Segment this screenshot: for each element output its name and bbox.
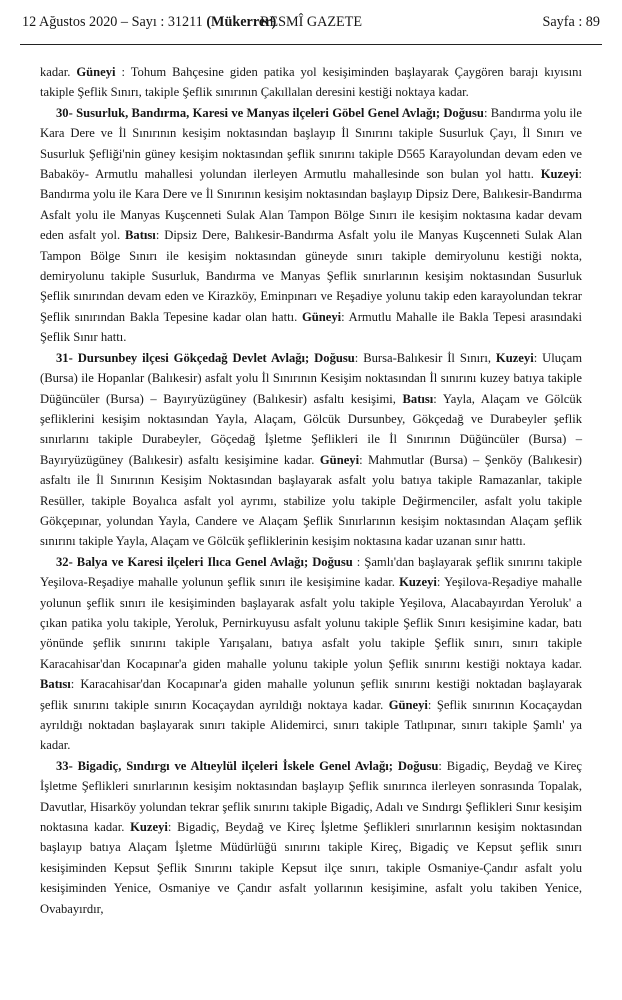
section-paragraph	[40, 552, 582, 756]
text-run: : Bigadiç, Beydağ ve Kireç İşletme Şeflikleri sınırlarının kesişim noktasından başlayıp batıya Alaçam İşletme Müdürlüğü sınırını takiple Kireç, Bigadiç ve Kepsut şeflik sınırı kesişiminden Kepsut Şeflik Sınırını takiple Kepsut ilçe sınırı, takiple Osmaniye-Çandır asfalt yolu kesişiminden Yenice, Osmaniye ve Çandır asfalt yollarının kesişimine, asfalt yolu takiben Yenice, Ovabayırdır,	[40, 820, 583, 916]
section-paragraph	[40, 103, 582, 348]
document-body	[40, 62, 582, 919]
text-run: : Şeflik sınırının Kocaçaydan ayrıldığı noktadan başlayarak sınırı takiple Alidemirci, sınırı takiple Tatlıpınar, sınırı takiple Şamlı' ya kadar.	[40, 697, 582, 753]
bold-run: Batısı	[40, 677, 71, 692]
bold-run: Kuzeyi	[495, 350, 534, 365]
text-run: : Tohum Bahçesine giden patika yol kesişiminden başlayarak Çaygören barajı kıyısını takiple Şeflik Sınırı, takiple Şeflik sınırının Çakıllalan deresini kestiği noktaya kadar.	[40, 65, 582, 100]
bold-run: Batısı	[402, 391, 434, 406]
section-paragraph	[40, 348, 582, 552]
text-run: : Bandırma yolu ile Kara Dere ve İl Sınırının kesişim noktasından başlayıp Dipsiz Dere, Balıkesir-Bandırma Asfalt yolu ile Manyas Kuşcenneti Sulak Alan Tampon Bölge Sınırı ile kesişim noktasına kadar devam eden asfalt yol.	[40, 167, 582, 243]
issue-date-number: 12 Ağustos 2020 – Sayı : 31211	[22, 14, 203, 30]
bold-run: 33- Bigadiç, Sındırgı ve Altıeylül ilçeleri İskele Genel Avlağı; Doğusu	[56, 758, 439, 773]
text-run: kadar.	[40, 65, 77, 79]
text-run: : Karacahisar'dan Kocapınar'a giden mahalle yolunun şeflik sınırını kestiği noktadan başlayarak şeflik sınırını takiple sınırın Kocaçaydan ayrıldığı noktaya kadar.	[40, 677, 582, 712]
text-run: : Yayla, Alaçam ve Gölcük şefliklerini kesişim noktasından Yayla, Alaçam, Gölcük Dursunbey, Gökçedağ ve Durabeyler şeflik sınırlarını takiple Durabeyler, Göçedağ İşletme Şeflikleri ile İl Sınırının Düğüncüler (Bursa) – Bayıryüzügüney (Balıkesir) asfaltı kesişimine kadar.	[40, 391, 582, 467]
bold-run: Güneyi	[319, 452, 360, 467]
bold-run: Güneyi	[301, 309, 342, 324]
bold-run: Kuzeyi	[540, 167, 579, 182]
text-run: : Dipsiz Dere, Balıkesir-Bandırma Asfalt yolu ile Manyas Kuşcenneti Sulak Alan Tampon Bölge Sınırı ile kesişim noktasından güneyde sınırı takiple demiryolunu kestiği nokta, demiryolunu takiple Susurluk, Bandırma ve Manyas Şeflik sınırlarının kesişim noktasından Susurluk Şeflik sınırından devam eden ve Kirazköy, Eminpınarı ve Reşadiye yolunu takip eden karayolundan tekrar Şeflik sınırından Bakla Tepesine kadar olan hattı.	[40, 228, 583, 324]
bold-run: 31- Dursunbey ilçesi Gökçedağ Devlet Avlağı; Doğusu	[56, 350, 355, 365]
text-run: : Armutlu Mahalle ile Bakla Tepesi arasındaki Şeflik Sınır hattı.	[40, 309, 582, 345]
text-run: : Uluçam (Bursa) ile Hopanlar (Balıkesir) asfalt yolu İl Sınırının Kesişim noktasından İl sınırını kuzey batıya takiple Düğüncüler (Bursa) – Bayıryüzügüney (Balıkesir) asfaltı kesişimi,	[40, 350, 583, 406]
bold-run: Kuzeyi	[130, 820, 168, 835]
bold-run: Batısı	[125, 228, 156, 243]
bold-run: Güneyi	[388, 697, 428, 712]
bold-run: Kuzeyi	[399, 575, 437, 590]
bold-run: Güneyi	[76, 65, 116, 79]
mukerrer-label: (Mükerrer)	[206, 14, 277, 30]
page-number: Sayfa : 89	[542, 14, 600, 30]
section-paragraph	[40, 756, 582, 919]
text-run: : Yeşilova-Reşadiye mahalle yolunun şeflik sınırı ile kesişiminden başlayarak asfalt yolu takiple Yeşilova, Alacabayırdan Yeroluk' a çıkan patika yolu takiple, Yeroluk, Pernirkuyusu asfalt yolunu takiple Şeflik Sınırı kesişimine kadar, batı yönünde şeflik sınırını takiple Yarışalanı, batıya asfalt yolu takiple Şeflik sınırı, sınırı takiple Karacahisar'dan Kocapınar'a giden mahalle yolunu takiple yolun Şeflik sınırını kestiği noktaya kadar.	[40, 575, 582, 671]
page-header	[22, 14, 600, 34]
text-run: : Bigadiç, Beydağ ve Kireç İşletme Şeflikleri sınırlarının kesişim noktasından başlayıp Şeflik sınırınca ilerleyen sonrasında Topalak, Davutlar, Hisarköy yolundan tekrar şeflik sınırını takiple Bigadiç, Adalı ve Sındırgı Şeflikleri Sınır kesişim noktasına kadar.	[40, 758, 582, 835]
bold-run: 32- Balya ve Karesi ilçeleri Ilıca Genel Avlağı; Doğusu	[56, 554, 353, 569]
text-run: : Şamlı'dan başlayarak şeflik sınırını takiple Yeşilova-Reşadiye mahalle yolunun şeflik sınırı ile kesişimine kadar.	[40, 554, 582, 590]
continuation-paragraph	[40, 62, 582, 103]
text-run: : Bursa-Balıkesir İl Sınırı,	[354, 350, 496, 365]
bold-run: 30- Susurluk, Bandırma, Karesi ve Manyas ilçeleri Göbel Genel Avlağı; Doğusu	[56, 105, 484, 120]
text-run: : Bandırma yolu ile Kara Dere ve İl Sınırının kesişim noktasından başlayıp İl Sınırını takiple Susurluk Çayı, İl Sınırı ve Susurluk Şefliği'nin güney kesişim noktasından şeflik sınırını takiple D565 Karayolundan devam eden ve Babaköy- Armutlu mahallesi yolundan ilerleyen Armutlu mahallesinde son bulan yol hattı.	[40, 105, 582, 182]
gazette-title: RESMÎ GAZETE	[259, 14, 363, 30]
text-run: : Mahmutlar (Bursa) – Şenköy (Balıkesir) asfaltı ile İl Sınırının Kesişim Noktasından başlayarak asfalt yolu batıya takiple Ramazanlar, takiple Resüller, takiple Boyalıca asfalt yol ayrımı, stabilize yolu takiple Değirmenciler, asfalt yolu takiple Gökçepınar, yolundan Yayla, Candere ve Alaçam Şeflik Sınırlarının kesişim noktasından Alaçam şeflik sınırını takiple Yayla, Alaçam ve Gölcük şefliklerinin kesişim noktasına kadar uzanan sınır hattı.	[40, 452, 582, 549]
header-divider	[20, 44, 602, 45]
